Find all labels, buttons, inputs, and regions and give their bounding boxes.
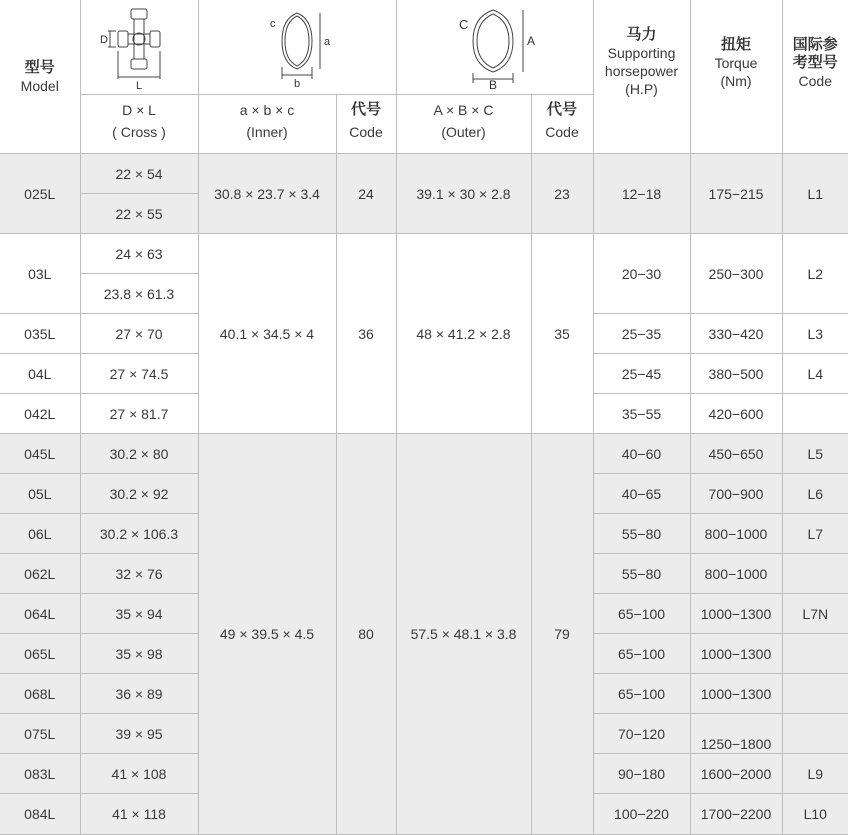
inner-code-header-cn: 代号 (337, 99, 396, 121)
inner-diagram-c-label: c (270, 18, 276, 30)
model-cell: 068L (0, 674, 80, 714)
cross-cell: 30.2 × 106.3 (80, 514, 198, 554)
hp-cell: 40−60 (593, 434, 690, 474)
inner-cell: 40.1 × 34.5 × 4 (198, 234, 336, 434)
model-cell: 084L (0, 794, 80, 835)
hp-cell: 40−65 (593, 474, 690, 514)
ref-header-en: Code (783, 72, 848, 90)
ref-cell (782, 714, 848, 754)
model-cell: 025L (0, 154, 80, 234)
outer-header-sub: (Outer) (397, 121, 531, 143)
cross-cell: 24 × 63 (80, 234, 198, 274)
hp-cell: 65−100 (593, 674, 690, 714)
cross-diagram-cell (80, 0, 198, 95)
torque-cell: 1700−2200 (690, 794, 782, 835)
outer-code-header-cn: 代号 (532, 99, 593, 121)
cross-cell: 41 × 118 (80, 794, 198, 835)
ref-cell: L1 (782, 154, 848, 234)
hp-cell: 25−35 (593, 314, 690, 354)
model-header-cn: 型号 (0, 59, 80, 77)
ref-cell (782, 674, 848, 714)
torque-cell: 1600−2000 (690, 754, 782, 794)
cross-diagram-icon (94, 3, 184, 91)
inner-cell: 49 × 39.5 × 4.5 (198, 434, 336, 835)
ref-cell: L4 (782, 354, 848, 394)
model-cell: 05L (0, 474, 80, 514)
inner-diagram-cell (198, 0, 396, 95)
hp-cell: 55−80 (593, 514, 690, 554)
ref-cell: L3 (782, 314, 848, 354)
model-cell: 065L (0, 634, 80, 674)
torque-cell: 175−215 (690, 154, 782, 234)
inner-code-header-en: Code (337, 121, 396, 143)
hp-cell: 65−100 (593, 634, 690, 674)
cross-cell: 22 × 54 (80, 154, 198, 194)
hp-cell: 70−120 (593, 714, 690, 754)
hp-header-cn: 马力 (594, 26, 690, 44)
model-cell: 06L (0, 514, 80, 554)
cross-cell: 27 × 70 (80, 314, 198, 354)
torque-cell: 330−420 (690, 314, 782, 354)
outer-code-cell: 79 (531, 434, 593, 835)
inner-code-header (336, 95, 396, 154)
hp-cell: 35−55 (593, 394, 690, 434)
torque-cell: 1000−1300 (690, 634, 782, 674)
model-cell: 042L (0, 394, 80, 434)
outer-diagram-c-label: C (459, 17, 468, 32)
ref-cell (782, 554, 848, 594)
cross-cell: 30.2 × 80 (80, 434, 198, 474)
inner-tube-diagram-icon (252, 3, 342, 91)
hp-cell: 25−45 (593, 354, 690, 394)
torque-cell: 800−1000 (690, 514, 782, 554)
cross-cell: 30.2 × 92 (80, 474, 198, 514)
ref-header (782, 0, 848, 154)
torque-cell: 800−1000 (690, 554, 782, 594)
cross-cell: 27 × 81.7 (80, 394, 198, 434)
cross-header (80, 95, 198, 154)
ref-cell (782, 634, 848, 674)
inner-code-cell: 36 (336, 234, 396, 434)
inner-header-label: a × b × c (199, 99, 336, 121)
torque-cell: 450−650 (690, 434, 782, 474)
outer-diagram-a-label: A (527, 34, 535, 48)
ref-cell: L6 (782, 474, 848, 514)
outer-cell: 39.1 × 30 × 2.8 (396, 154, 531, 234)
hp-cell: 65−100 (593, 594, 690, 634)
ref-cell: L7 (782, 514, 848, 554)
outer-diagram-b-label: B (489, 78, 497, 91)
model-cell: 062L (0, 554, 80, 594)
hp-header (593, 0, 690, 154)
cross-cell: 22 × 55 (80, 194, 198, 234)
inner-header (198, 95, 336, 154)
outer-header (396, 95, 531, 154)
outer-code-header-en: Code (532, 121, 593, 143)
ref-cell (782, 394, 848, 434)
ref-cell: L7N (782, 594, 848, 634)
cross-diagram-l-label: L (136, 80, 142, 91)
cross-cell: 35 × 94 (80, 594, 198, 634)
hp-header-en3: (H.P) (594, 80, 690, 98)
outer-code-cell: 35 (531, 234, 593, 434)
model-cell: 075L (0, 714, 80, 754)
cross-header-label: D × L (81, 99, 198, 121)
inner-code-cell: 80 (336, 434, 396, 835)
inner-diagram-a-label: a (324, 36, 331, 48)
hp-header-en2: horsepower (594, 62, 690, 80)
torque-cell: 420−600 (690, 394, 782, 434)
torque-cell: 1250−1800 (690, 714, 782, 754)
model-header (0, 0, 80, 154)
inner-code-cell: 24 (336, 154, 396, 234)
cross-cell: 39 × 95 (80, 714, 198, 754)
torque-cell: 700−900 (690, 474, 782, 514)
outer-cell: 48 × 41.2 × 2.8 (396, 234, 531, 434)
outer-code-cell: 23 (531, 154, 593, 234)
torque-header-cn: 扭矩 (691, 36, 782, 54)
torque-header-en1: Torque (691, 54, 782, 72)
hp-cell: 12−18 (593, 154, 690, 234)
ref-cell: L2 (782, 234, 848, 314)
hp-cell: 20−30 (593, 234, 690, 314)
cross-cell: 35 × 98 (80, 634, 198, 674)
ref-cell: L10 (782, 794, 848, 835)
model-cell: 035L (0, 314, 80, 354)
cross-diagram-d-label: D (100, 34, 108, 46)
outer-code-header (531, 95, 593, 154)
ref-cell: L5 (782, 434, 848, 474)
hp-header-en1: Supporting (594, 44, 690, 62)
inner-cell: 30.8 × 23.7 × 3.4 (198, 154, 336, 234)
cross-cell: 41 × 108 (80, 754, 198, 794)
torque-cell: 380−500 (690, 354, 782, 394)
outer-cell: 57.5 × 48.1 × 3.8 (396, 434, 531, 835)
cross-cell: 32 × 76 (80, 554, 198, 594)
inner-header-sub: (Inner) (199, 121, 336, 143)
cross-cell: 27 × 74.5 (80, 354, 198, 394)
torque-cell: 250−300 (690, 234, 782, 314)
cross-cell: 36 × 89 (80, 674, 198, 714)
model-cell: 083L (0, 754, 80, 794)
ref-header-cn2: 考型号 (783, 54, 848, 72)
torque-header (690, 0, 782, 154)
ref-header-cn1: 国际参 (783, 36, 848, 54)
cross-header-sub: ( Cross ) (81, 121, 198, 143)
inner-diagram-b-label: b (294, 78, 300, 90)
outer-header-label: A × B × C (397, 99, 531, 121)
outer-tube-diagram-icon (445, 3, 545, 91)
torque-header-en2: (Nm) (691, 72, 782, 90)
model-cell: 04L (0, 354, 80, 394)
model-cell: 064L (0, 594, 80, 634)
torque-cell: 1000−1300 (690, 674, 782, 714)
hp-cell: 90−180 (593, 754, 690, 794)
model-cell: 03L (0, 234, 80, 314)
model-header-en: Model (0, 77, 80, 95)
ref-cell: L9 (782, 754, 848, 794)
hp-cell: 55−80 (593, 554, 690, 594)
torque-cell: 1000−1300 (690, 594, 782, 634)
outer-diagram-cell (396, 0, 593, 95)
hp-cell: 100−220 (593, 794, 690, 835)
model-cell: 045L (0, 434, 80, 474)
cross-cell: 23.8 × 61.3 (80, 274, 198, 314)
